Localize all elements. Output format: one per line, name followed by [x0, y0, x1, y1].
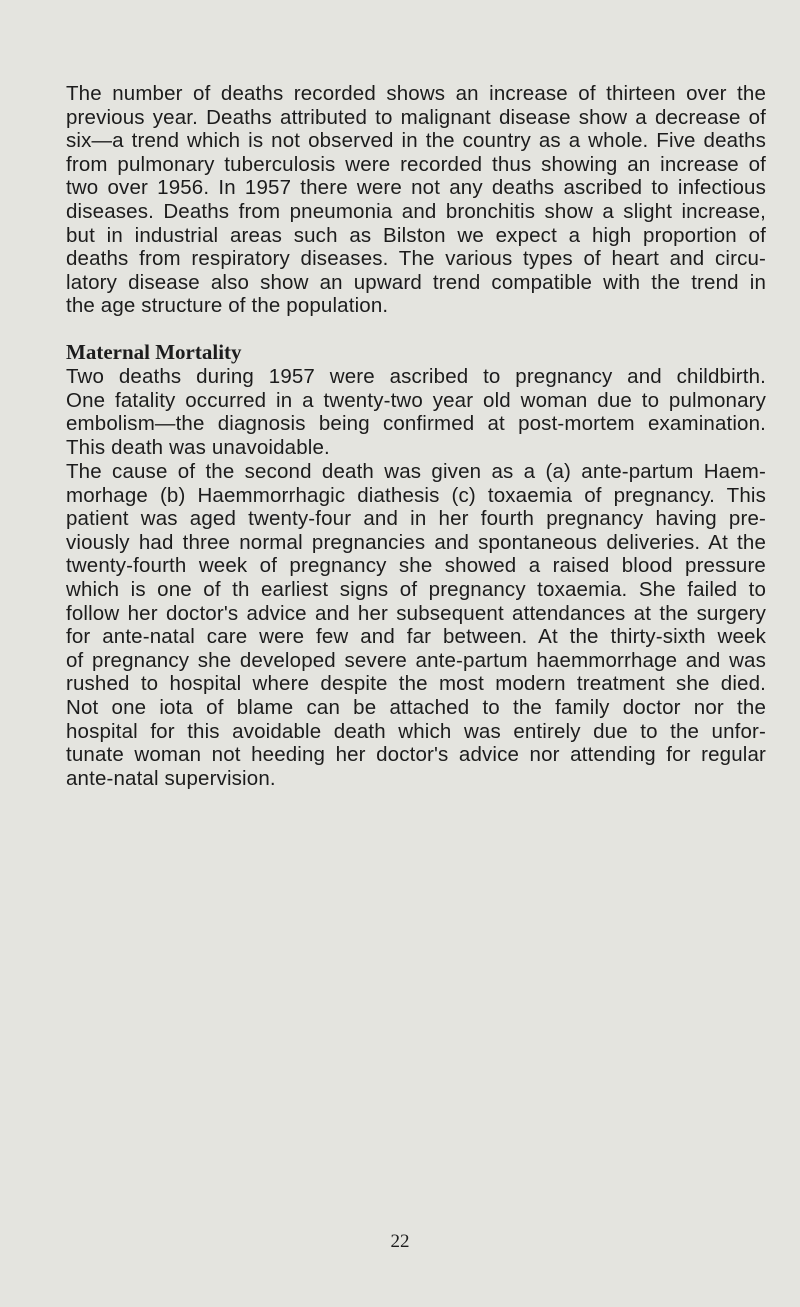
text-line: viously had three normal pregnancies and spontaneous deliveries. At the	[66, 530, 766, 554]
text-line: The cause of the second death was given as a (a) ante-partum Haem-	[66, 460, 766, 483]
text-line: patient was aged twenty-four and in her fourth pregnancy having pre-	[66, 507, 766, 531]
text-line: tunate woman not heeding her doctor's advice nor attending for regular	[66, 743, 766, 767]
text-line: morhage (b) Haemmorrhagic diathesis (c) toxaemia of pregnancy. This	[66, 483, 766, 507]
paragraph-mortality-overview	[66, 82, 766, 318]
text-line: deaths from respiratory diseases. The various types of heart and circu-	[66, 247, 766, 271]
text-line: Not one iota of blame can be attached to the family doctor nor the	[66, 695, 766, 719]
paragraph-second-maternal-death	[66, 460, 766, 790]
text-line: rushed to hospital where despite the most modern treatment she died.	[66, 672, 766, 696]
page-number: 22	[390, 1231, 410, 1252]
text-line: One fatality occurred in a twenty-two year old woman due to pulmonary	[66, 388, 766, 412]
text-line: hospital for this avoidable death which was entirely due to the unfor-	[66, 719, 766, 743]
text-line: ante-natal supervision.	[66, 766, 276, 790]
text-line: six—a trend which is not observed in the country as a whole. Five deaths	[66, 129, 766, 153]
text-line: The number of deaths recorded shows an increase of thirteen over the	[66, 82, 766, 105]
text-line: This death was unavoidable.	[66, 435, 330, 459]
text-line: the age structure of the population.	[66, 294, 389, 318]
text-line: two over 1956. In 1957 there were not any deaths ascribed to infectious	[66, 176, 766, 200]
text-line: of pregnancy she developed severe ante-partum haemmorrhage and was	[66, 648, 766, 672]
text-line: from pulmonary tuberculosis were recorded thus showing an increase of	[66, 152, 766, 176]
section-heading: Maternal Mortality	[66, 340, 242, 364]
text-line: for ante-natal care were few and far between. At the thirty-sixth week	[66, 625, 766, 649]
text-line: twenty-fourth week of pregnancy she showed a raised blood pressure	[66, 554, 766, 578]
text-line: embolism—the diagnosis being confirmed at post-mortem examination.	[66, 412, 766, 436]
text-line: which is one of th earliest signs of pregnancy toxaemia. She failed to	[66, 577, 766, 601]
text-line: latory disease also show an upward trend compatible with the trend in	[66, 270, 766, 294]
text-line: diseases. Deaths from pneumonia and bronchitis show a slight increase,	[66, 199, 766, 223]
text-line: but in industrial areas such as Bilston we expect a high proportion of	[66, 223, 766, 247]
text-line: previous year. Deaths attributed to malignant disease show a decrease of	[66, 105, 766, 129]
paragraph-first-maternal-death	[66, 365, 766, 459]
text-line: follow her doctor's advice and her subsequent attendances at the surgery	[66, 601, 766, 625]
text-line: Two deaths during 1957 were ascribed to pregnancy and childbirth.	[66, 365, 766, 388]
